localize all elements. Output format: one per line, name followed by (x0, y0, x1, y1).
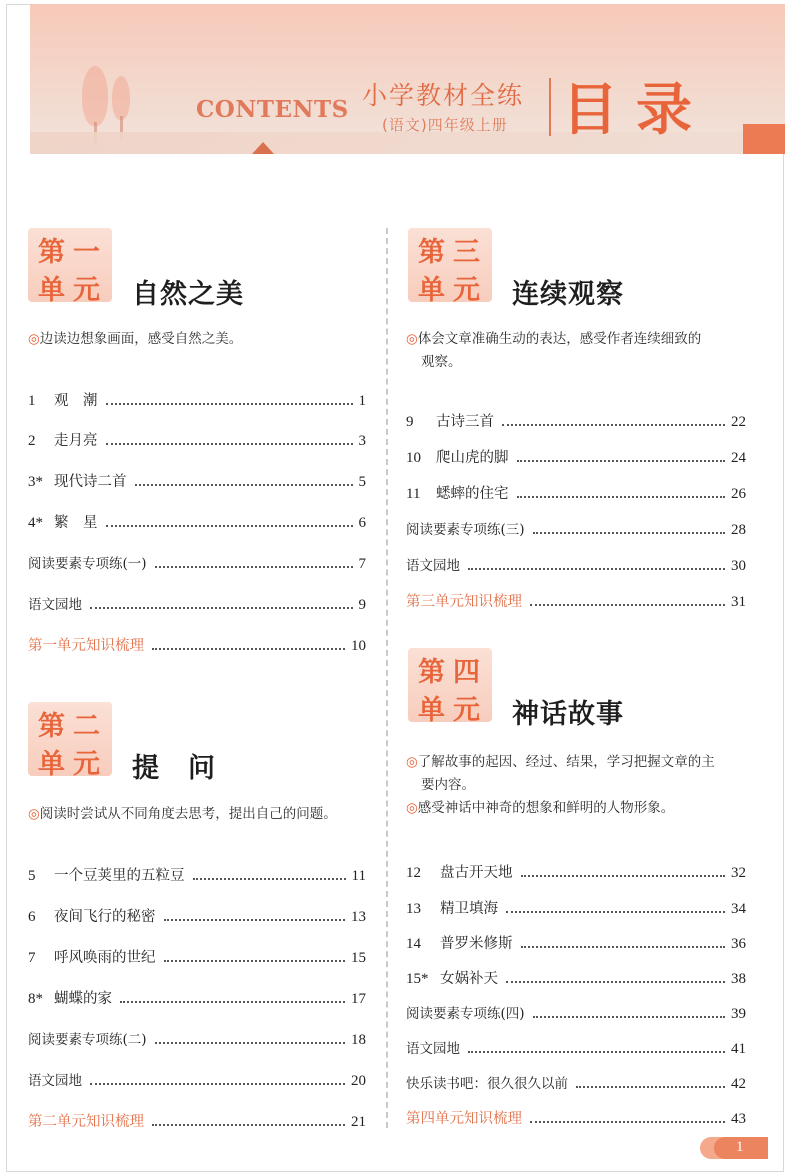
bullet-circle-icon: ◎ (406, 754, 418, 770)
bullet-circle-icon: ◎ (406, 800, 418, 816)
toc-row-garden[interactable]: 语文园地 30 (406, 558, 746, 574)
toc-row-knowledge[interactable]: 第三单元知识梳理 31 (406, 594, 746, 610)
toc-row-exercise[interactable]: 阅读要素专项练(二) 18 (28, 1032, 366, 1048)
banner-arrow-icon (252, 142, 274, 154)
unit-goal: ◎边读边想象画面，感受自然之美。 (28, 331, 243, 347)
unit-badge (28, 702, 112, 780)
unit-badge (28, 228, 112, 306)
unit-badge-line1: 第一 (38, 237, 108, 268)
unit-theme: 提 问 (132, 753, 216, 784)
page-number: 1 (736, 1139, 744, 1155)
toc-row[interactable]: 7 呼风唤雨的世纪 15 (28, 950, 366, 966)
toc-row[interactable]: 13 精卫填海 34 (406, 901, 746, 917)
toc-row-exercise[interactable]: 阅读要素专项练(四) 39 (406, 1006, 746, 1022)
unit-badge-line1: 第三 (418, 237, 488, 268)
unit-theme: 神话故事 (512, 699, 624, 730)
unit-badge-line1: 第四 (418, 657, 488, 688)
toc-row-exercise[interactable]: 阅读要素专项练(一) 7 (28, 556, 366, 572)
toc-row[interactable]: 2 走月亮 3 (28, 433, 366, 449)
toc-row-garden[interactable]: 语文园地 9 (28, 597, 366, 613)
unit-goal: ◎体会文章准确生动的表达，感受作者连续细致的 观察。 (406, 331, 702, 370)
toc-row-reading[interactable]: 快乐读书吧：很久很久以前 42 (406, 1076, 746, 1092)
toc-row-knowledge[interactable]: 第二单元知识梳理 21 (28, 1114, 366, 1130)
toc-row-knowledge[interactable]: 第四单元知识梳理 43 (406, 1111, 746, 1127)
toc-row[interactable]: 5 一个豆荚里的五粒豆 11 (28, 868, 366, 884)
column-divider (386, 228, 388, 1128)
unit-badge-line2: 单元 (38, 749, 108, 780)
toc-row[interactable]: 3* 现代诗二首 5 (28, 474, 366, 490)
unit-badge (408, 228, 492, 306)
page-title: 目录 (562, 78, 710, 143)
bullet-circle-icon: ◎ (28, 806, 40, 822)
unit-badge (408, 648, 492, 726)
toc-row-garden[interactable]: 语文园地 20 (28, 1073, 366, 1089)
unit-goal: ◎阅读时尝试从不同角度去思考，提出自己的问题。 (28, 806, 337, 822)
unit-badge-line2: 单元 (418, 695, 488, 726)
contents-word: CONTENTS (196, 96, 349, 123)
toc-row-exercise[interactable]: 阅读要素专项练(三) 28 (406, 522, 746, 538)
toc-row[interactable]: 4* 繁 星 6 (28, 515, 366, 531)
banner-accent-block (743, 124, 785, 154)
unit-badge-line1: 第二 (38, 711, 108, 742)
toc-row-garden[interactable]: 语文园地 41 (406, 1041, 746, 1057)
toc-row[interactable]: 9 古诗三首 22 (406, 414, 746, 430)
bullet-circle-icon: ◎ (28, 331, 40, 347)
unit-badge-line2: 单元 (38, 275, 108, 306)
tree-illustration (112, 76, 130, 120)
tree-illustration (82, 66, 108, 126)
unit-theme: 自然之美 (132, 279, 244, 310)
toc-row[interactable]: 11 蟋蟀的住宅 26 (406, 486, 746, 502)
unit-goal: ◎了解故事的起因、经过、结果，学习把握文章的主 要内容。 ◎感受神话中神奇的想象和鲜明的人物形象。 (406, 754, 715, 816)
series-subtitle: (语文)四年级上册 (382, 116, 508, 134)
toc-row[interactable]: 8* 蝴蝶的家 17 (28, 991, 366, 1007)
toc-row-knowledge[interactable]: 第一单元知识梳理 10 (28, 638, 366, 654)
toc-row[interactable]: 15* 女娲补天 38 (406, 971, 746, 987)
toc-row[interactable]: 6 夜间飞行的秘密 13 (28, 909, 366, 925)
bullet-circle-icon: ◎ (406, 331, 418, 347)
unit-theme: 连续观察 (512, 279, 624, 310)
toc-row[interactable]: 1 观 潮 1 (28, 393, 366, 409)
toc-row[interactable]: 12 盘古开天地 32 (406, 865, 746, 881)
series-title: 小学教材全练 (362, 81, 525, 110)
banner-divider (549, 78, 551, 136)
toc-row[interactable]: 14 普罗米修斯 36 (406, 936, 746, 952)
toc-row[interactable]: 10 爬山虎的脚 24 (406, 450, 746, 466)
unit-badge-line2: 单元 (418, 275, 488, 306)
